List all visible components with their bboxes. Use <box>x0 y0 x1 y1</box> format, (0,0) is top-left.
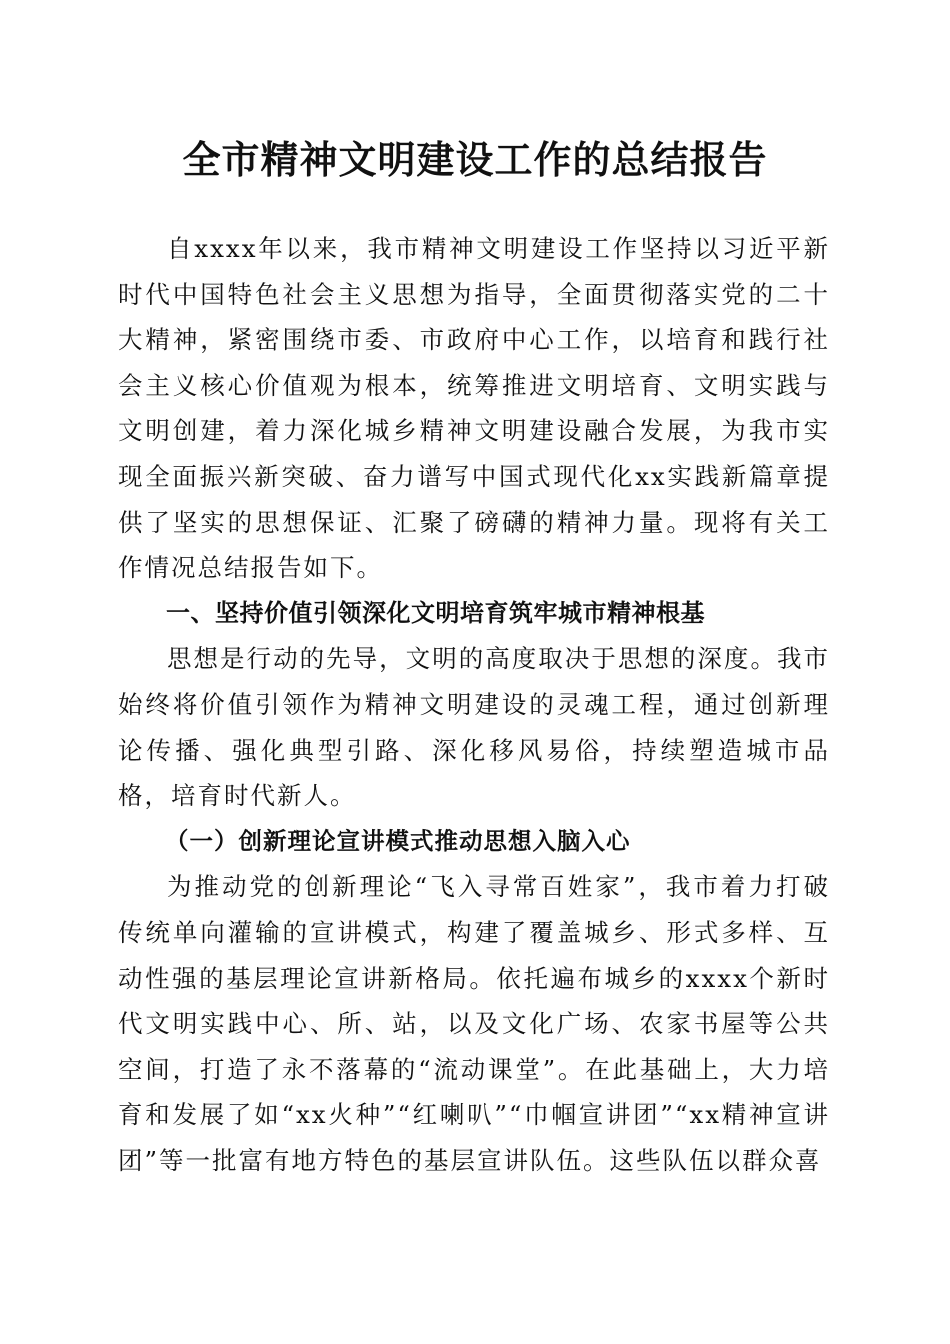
document-title: 全市精神文明建设工作的总结报告 <box>182 137 768 182</box>
subsection-1-paragraph: 为推动党的创新理论“飞入寻常百姓家”，我市着力打破传统单向灌输的宣讲模式，构建了覆盖城乡、形式多样、互动性强的基层理论宣讲新格局。依托遍布城乡的xxxx个新时代文明实践中心、所、站，以及文化广场、农家书屋等公共空间，打造了永不落幕的“流动课堂”。在此基础上，大力培育和发展了如“xx火种”“红喇叭”“巾帼宣讲团”“xx精神宣讲团”等一批富有地方特色的基层宣讲队伍。这些队伍以群众喜 <box>118 872 830 1175</box>
document-body <box>118 226 830 1183</box>
intro-paragraph: 自xxxx年以来，我市精神文明建设工作坚持以习近平新时代中国特色社会主义思想为指导，全面贯彻落实党的二十大精神，紧密围绕市委、市政府中心工作，以培育和践行社会主义核心价值观为根本，统筹推进文明培育、文明实践与文明创建，着力深化城乡精神文明建设融合发展，为我市实现全面振兴新突破、奋力谱写中国式现代化xx实践新篇章提供了坚实的思想保证、汇聚了磅礴的精神力量。现将有关工作情况总结报告如下。 <box>118 234 830 583</box>
section-1-paragraph: 思想是行动的先导，文明的高度取决于思想的深度。我市始终将价值引领作为精神文明建设的灵魂工程，通过创新理论传播、强化典型引路、深化移风易俗，持续塑造城市品格，培育时代新人。 <box>118 644 830 811</box>
subsection-1-heading: （一）创新理论宣讲模式推动思想入脑入心 <box>165 826 631 855</box>
section-1-heading: 一、坚持价值引领深化文明培育筑牢城市精神根基 <box>166 598 705 627</box>
